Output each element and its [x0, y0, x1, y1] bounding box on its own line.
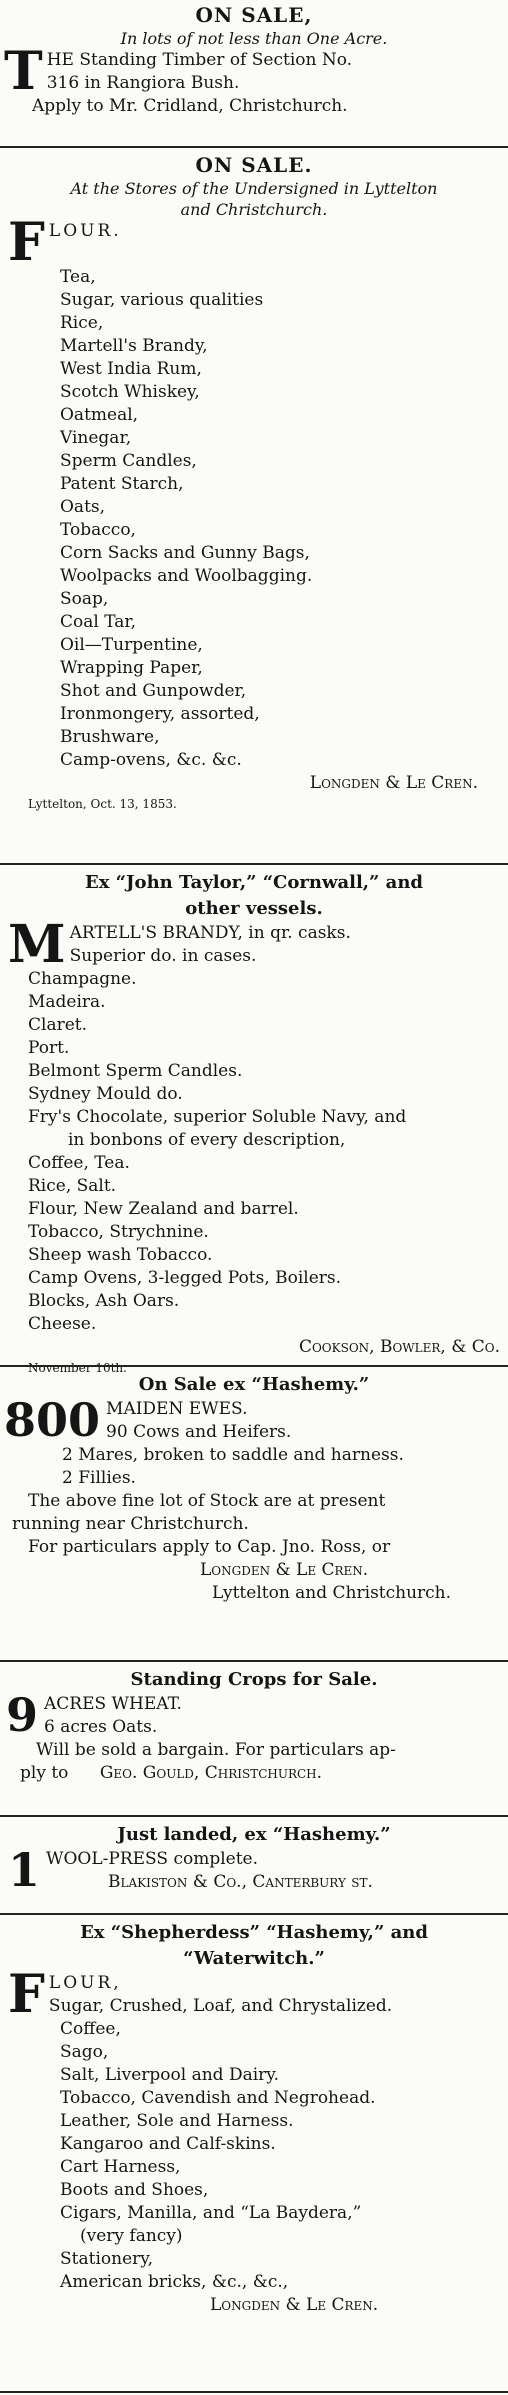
ad-signature: Cookson, Bowler, & Co.	[298, 1337, 500, 1357]
ad-line: WOOL-PRESS complete.	[46, 1849, 258, 1869]
list-item: Cigars, Manilla, and “La Baydera,”	[60, 2203, 362, 2223]
ad-flour	[0, 1920, 508, 2317]
list-item: Belmont Sperm Candles.	[28, 1061, 243, 1081]
list-item: Wrapping Paper,	[60, 658, 203, 678]
list-item: Scotch Whiskey,	[60, 382, 200, 402]
ad-line: ACRES WHEAT.	[44, 1694, 182, 1714]
ad-wool-press	[0, 1822, 508, 1897]
list-item: American bricks, &c., &c.,	[60, 2272, 289, 2292]
ad-title: other vessels.	[185, 898, 323, 919]
ad-line: 2 Mares, broken to saddle and harness.	[62, 1445, 404, 1465]
divider	[0, 1660, 508, 1662]
list-item: Kangaroo and Calf-skins.	[60, 2134, 276, 2154]
list-item: Patent Starch,	[60, 474, 184, 494]
list-item: Cart Harness,	[60, 2157, 181, 2177]
list-item: Sugar, Crushed, Loaf, and Chrystalized.	[48, 1996, 393, 2016]
divider	[0, 1913, 508, 1915]
ad-title: Just landed, ex “Hashemy.”	[117, 1824, 391, 1845]
ad-ewes	[0, 1372, 508, 1605]
ad-dateline: Lyttelton, Oct. 13, 1853.	[28, 797, 177, 811]
list-item: Madeira.	[28, 992, 106, 1012]
ad-signature: Longden & Le Cren.	[210, 2295, 379, 2315]
ad-line: Apply to Mr. Cridland, Christchurch.	[32, 96, 348, 116]
ad-brandy	[0, 870, 508, 1377]
list-item: Soap,	[60, 589, 109, 609]
list-item: Sperm Candles,	[60, 451, 197, 471]
list-item: Coffee,	[60, 2019, 121, 2039]
ad-crops	[0, 1667, 508, 1785]
list-item: Blocks, Ash Oars.	[28, 1291, 180, 1311]
list-item: Tea,	[60, 267, 96, 287]
list-item: Sydney Mould do.	[28, 1084, 183, 1104]
list-item: Camp-ovens, &c. &c.	[60, 750, 242, 770]
list-item: Brushware,	[60, 727, 160, 747]
ad-signature: Longden & Le Cren.	[200, 1560, 369, 1580]
ad-subtitle: In lots of not less than One Acre.	[120, 29, 388, 48]
ad-line: HE Standing Timber of Section No.	[46, 50, 353, 70]
list-item: Stationery,	[60, 2249, 154, 2269]
ad-line: 316 in Rangiora Bush.	[46, 73, 240, 93]
drop-cap: M	[8, 914, 66, 975]
ad-stores	[0, 152, 508, 813]
divider	[0, 1815, 508, 1817]
divider	[0, 863, 508, 865]
list-item: in bonbons of every description,	[68, 1130, 346, 1150]
ad-signature-place: Lyttelton and Christchurch.	[212, 1583, 452, 1603]
ad-title: On Sale ex “Hashemy.”	[138, 1374, 370, 1395]
list-item: Champagne.	[28, 969, 137, 989]
ad-title: ON SALE.	[195, 153, 313, 177]
ad-dateline: November 10th.	[28, 1361, 127, 1375]
list-item: Boots and Shoes,	[60, 2180, 209, 2200]
ad-signature: Blakiston & Co., Canterbury st.	[108, 1872, 373, 1892]
list-item: Tobacco, Cavendish and Negrohead.	[60, 2088, 376, 2108]
list-item: Fry's Chocolate, superior Soluble Navy, and	[28, 1107, 407, 1127]
list-item: Rice,	[60, 313, 104, 333]
list-item: Flour, New Zealand and barrel.	[28, 1199, 299, 1219]
list-item: West India Rum,	[60, 359, 202, 379]
ad-subtitle: At the Stores of the Undersigned in Lyttelton	[70, 179, 438, 198]
ad-line: Will be sold a bargain. For particulars ap-	[36, 1740, 396, 1760]
list-item: Oil—Turpentine,	[60, 635, 203, 655]
list-item: Sago,	[60, 2042, 109, 2062]
list-item: Rice, Salt.	[28, 1176, 117, 1196]
ad-line: ARTELL'S BRANDY, in qr. casks.	[69, 923, 351, 943]
drop-cap: F	[8, 1964, 45, 2025]
list-item: Martell's Brandy,	[60, 336, 208, 356]
list-item: Claret.	[28, 1015, 88, 1035]
ad-subtitle: and Christchurch.	[180, 200, 328, 219]
ad-line: For particulars apply to Cap. Jno. Ross, or	[28, 1537, 391, 1557]
ad-title: ON SALE,	[195, 3, 313, 27]
list-item: Vinegar,	[60, 428, 132, 448]
list-item: Port.	[28, 1038, 70, 1058]
ad-line: 2 Fillies.	[62, 1468, 136, 1488]
list-item: Woolpacks and Woolbagging.	[60, 566, 313, 586]
big-number: 9	[6, 1688, 39, 1742]
list-item: Coal Tar,	[60, 612, 137, 632]
list-item: Sheep wash Tobacco.	[28, 1245, 213, 1265]
ad-line: LOUR.	[48, 221, 122, 241]
big-number: 800	[4, 1393, 101, 1447]
list-item: Tobacco,	[60, 520, 136, 540]
drop-cap: T	[4, 41, 43, 102]
list-item: Sugar, various qualities	[60, 290, 264, 310]
list-item: Shot and Gunpowder,	[60, 681, 247, 701]
list-item: Cheese.	[28, 1314, 97, 1334]
ad-timber	[0, 2, 508, 118]
ad-line: 90 Cows and Heifers.	[106, 1422, 292, 1442]
ad-line: The above fine lot of Stock are at present	[28, 1491, 386, 1511]
ad-title: “Waterwitch.”	[183, 1948, 325, 1969]
list-item: Oatmeal,	[60, 405, 139, 425]
list-item: Ironmongery, assorted,	[60, 704, 260, 724]
ad-signature: Longden & Le Cren.	[309, 773, 478, 793]
ad-line	[0, 1762, 508, 1785]
list-item: Coffee, Tea.	[28, 1153, 130, 1173]
list-item: Leather, Sole and Harness.	[60, 2111, 294, 2131]
ad-line: running near Christchurch.	[12, 1514, 249, 1534]
ad-title: Ex “John Taylor,” “Cornwall,” and	[84, 872, 424, 893]
list-item: Camp Ovens, 3-legged Pots, Boilers.	[28, 1268, 342, 1288]
ad-line: 6 acres Oats.	[44, 1717, 158, 1737]
ad-line: MAIDEN EWES.	[106, 1399, 248, 1419]
divider	[0, 2391, 508, 2393]
list-item: Corn Sacks and Gunny Bags,	[60, 543, 310, 563]
divider	[0, 1365, 508, 1367]
divider	[0, 146, 508, 148]
list-item: (very fancy)	[80, 2226, 183, 2246]
list-item: Oats,	[60, 497, 106, 517]
ad-title: Ex “Shepherdess” “Hashemy,” and	[80, 1922, 428, 1943]
big-number: 1	[8, 1843, 41, 1897]
list-item: Salt, Liverpool and Dairy.	[60, 2065, 280, 2085]
ad-title: Standing Crops for Sale.	[130, 1669, 378, 1690]
list-item: Superior do. in cases.	[69, 946, 257, 966]
list-item: Tobacco, Strychnine.	[28, 1222, 209, 1242]
drop-cap: F	[8, 212, 45, 273]
ad-line: LOUR,	[48, 1973, 122, 1993]
ad-signature: Geo. Gould, Christchurch.	[99, 1763, 323, 1783]
ad-line-text: ply to	[20, 1763, 69, 1783]
